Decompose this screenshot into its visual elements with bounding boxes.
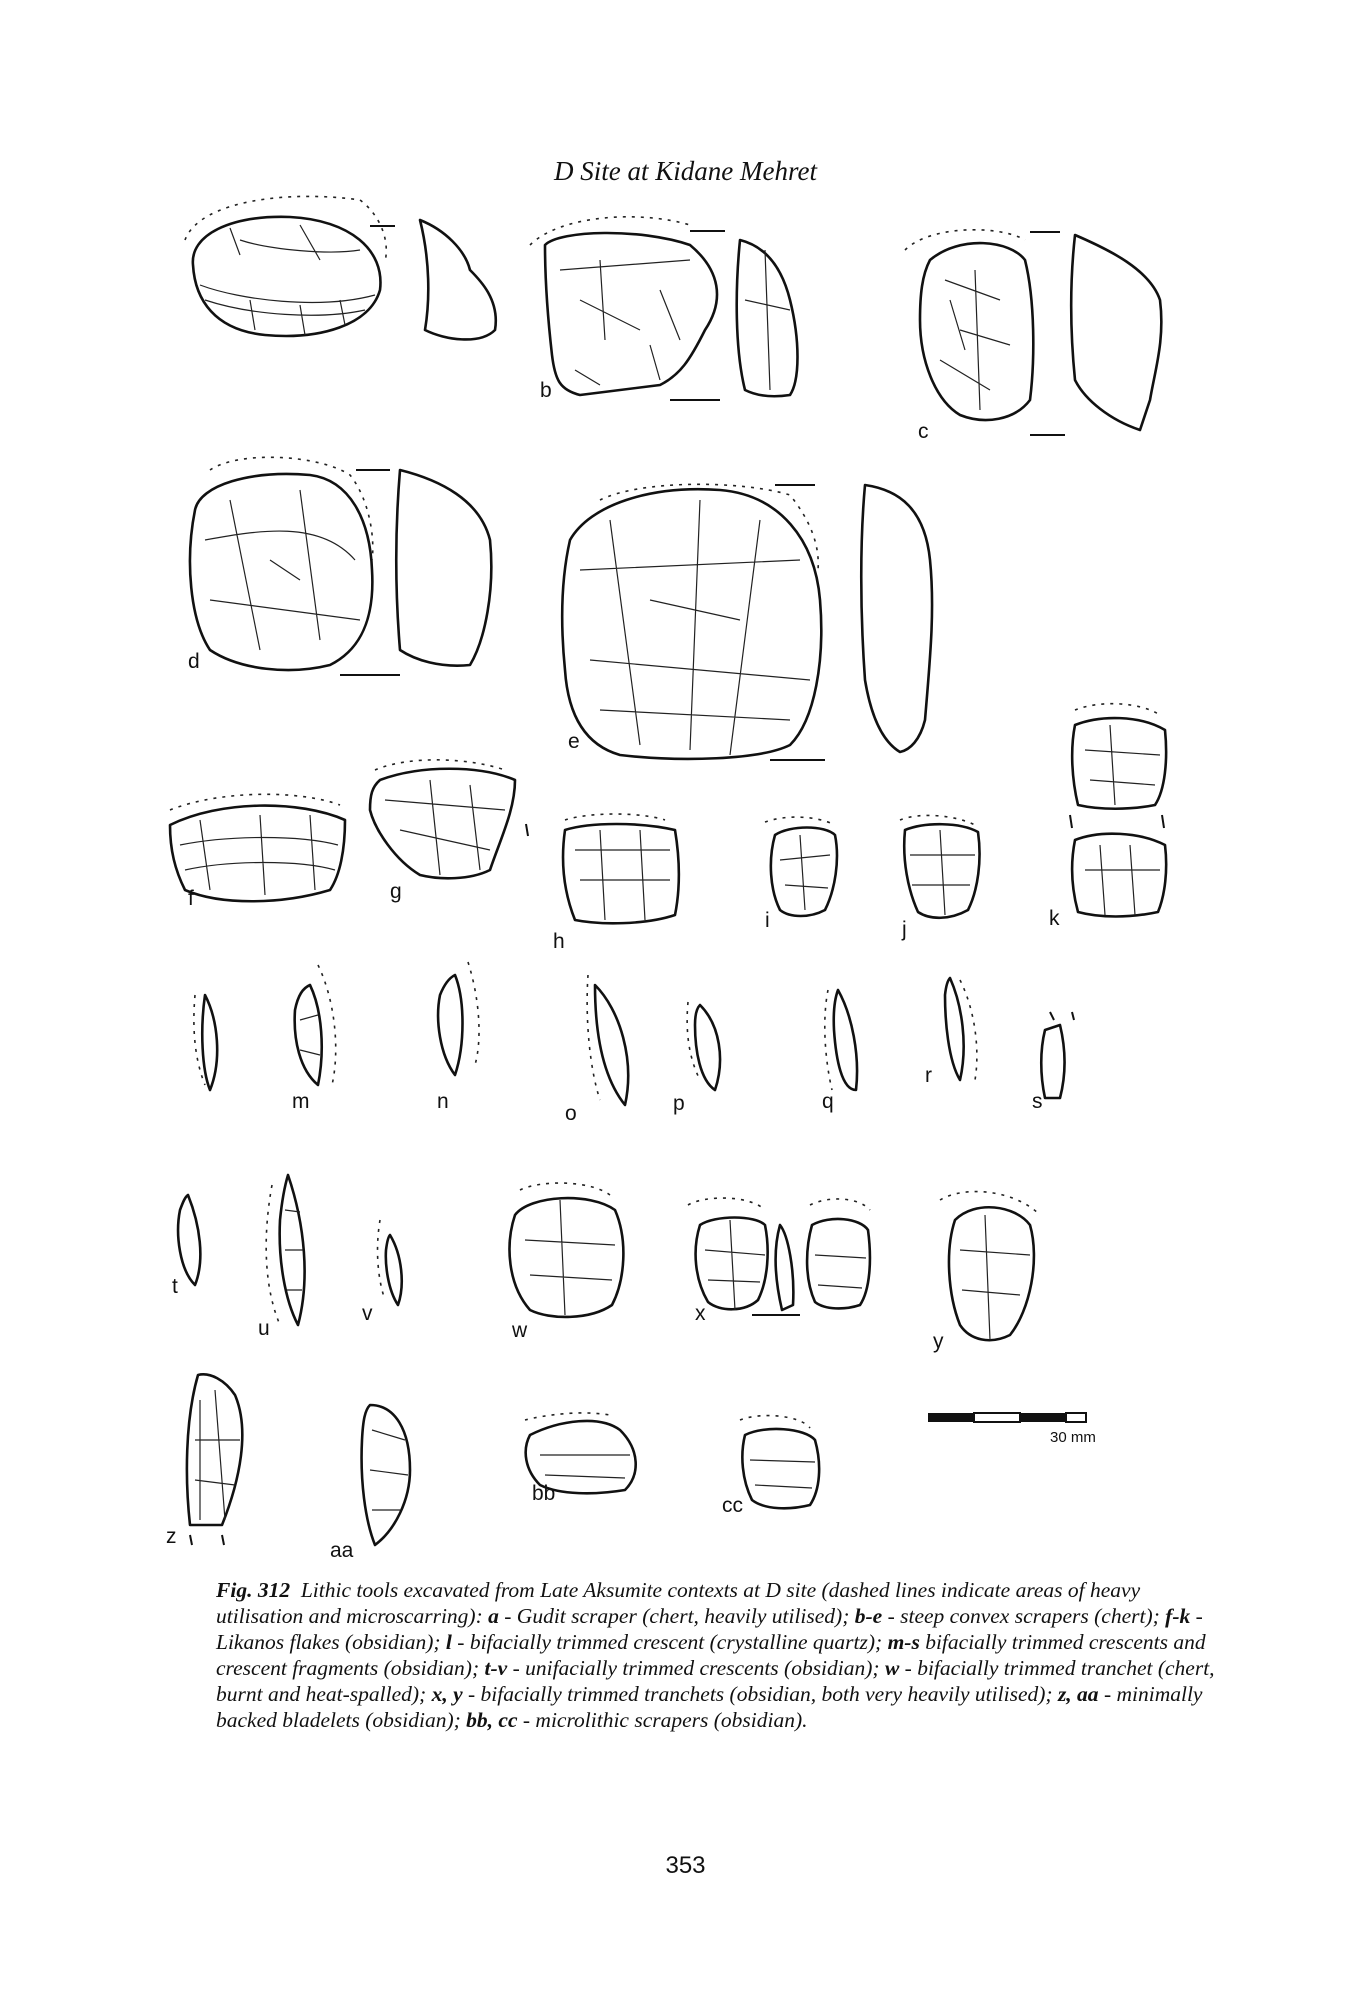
tool-y-drawing <box>940 1192 1040 1341</box>
label-s: s <box>1032 1090 1043 1113</box>
label-b: b <box>540 379 552 402</box>
label-g: g <box>390 880 402 903</box>
tool-aa-drawing <box>362 1405 410 1545</box>
caption-key: t-v <box>484 1656 508 1680</box>
caption-run: Lithic tools excavated from Late Aksumite contexts at D site (dashed lines indicate areas of heavy utilisation and microscarring): <box>216 1578 1141 1628</box>
caption-run: - minimally backed bladelets (obsidian); <box>216 1682 1203 1732</box>
label-h: h <box>553 930 565 953</box>
label-y: y <box>933 1330 944 1353</box>
tool-e-drawing <box>562 484 932 760</box>
tool-t-drawing <box>178 1195 200 1285</box>
tool-b-drawing <box>530 217 798 400</box>
figure-number: Fig. 312 <box>216 1578 291 1602</box>
label-w: w <box>512 1319 528 1342</box>
label-f: f <box>188 887 194 910</box>
caption-key: a <box>488 1604 499 1628</box>
tool-q-drawing <box>825 990 857 1090</box>
caption-key: x, y <box>431 1682 463 1706</box>
label-o: o <box>565 1102 577 1125</box>
caption-run: - bifacially trimmed crescent (crystalline quartz); <box>451 1630 888 1654</box>
label-j: j <box>902 918 907 941</box>
caption-run: - bifacially trimmed tranchets (obsidian, both very heavily utilised); <box>462 1682 1058 1706</box>
label-r: r <box>925 1064 932 1087</box>
tool-h-drawing <box>563 814 679 923</box>
caption-run: - bifacially trimmed tranchet (chert, burnt and heat-spalled); <box>216 1656 1215 1706</box>
caption-key: w <box>884 1656 900 1680</box>
tool-x-drawing <box>688 1198 870 1315</box>
tool-w-drawing <box>510 1183 624 1317</box>
tool-a-drawing <box>185 196 496 339</box>
label-c: c <box>918 420 929 443</box>
tool-c-drawing <box>905 230 1161 435</box>
tool-r-drawing <box>945 978 977 1080</box>
label-q: q <box>822 1090 834 1113</box>
label-u: u <box>258 1317 270 1340</box>
tool-s-drawing <box>1041 1012 1074 1098</box>
caption-key: z, aa <box>1057 1682 1099 1706</box>
tool-f-drawing <box>170 794 345 901</box>
label-t: t <box>172 1275 178 1298</box>
tool-p-drawing <box>687 1002 720 1090</box>
tool-d-drawing <box>190 457 491 675</box>
tool-i-drawing <box>765 817 837 916</box>
label-e: e <box>568 730 580 753</box>
tool-m-drawing <box>295 965 336 1085</box>
tool-j-drawing <box>900 815 980 917</box>
label-z: z <box>166 1525 177 1548</box>
caption-key: b-e <box>854 1604 883 1628</box>
caption-text <box>216 1578 1215 1732</box>
tool-v-drawing <box>378 1220 402 1305</box>
scale-bar-label: 30 mm <box>1050 1429 1096 1446</box>
running-head: D Site at Kidane Mehret <box>554 156 817 186</box>
label-aa: aa <box>330 1539 354 1562</box>
caption-run: bifacially trimmed crescents and crescent fragments (obsidian); <box>216 1630 1206 1680</box>
caption-run: - unifacially trimmed crescents (obsidian); <box>507 1656 885 1680</box>
label-x: x <box>695 1302 706 1325</box>
caption-key: m-s <box>887 1630 920 1654</box>
tool-g-drawing <box>370 760 528 878</box>
label-i: i <box>765 909 770 932</box>
tool-o-drawing <box>587 975 628 1105</box>
label-cc: cc <box>722 1494 743 1517</box>
caption-run: - steep convex scrapers (chert); <box>882 1604 1166 1628</box>
tool-cc-drawing <box>740 1416 819 1509</box>
tool-n-drawing <box>438 962 479 1075</box>
label-v: v <box>362 1302 373 1325</box>
caption-key: bb, cc <box>466 1708 518 1732</box>
label-d: d <box>188 650 200 673</box>
tool-k-drawing <box>1070 704 1166 917</box>
tool-u-drawing <box>266 1175 304 1325</box>
caption-key: l <box>445 1630 452 1654</box>
tool-z-drawing <box>187 1374 242 1545</box>
label-m: m <box>292 1090 310 1113</box>
figure-caption <box>216 1577 1216 1733</box>
label-bb: bb <box>532 1482 556 1505</box>
tool-l-drawing <box>194 995 217 1090</box>
page-number: 353 <box>665 1852 706 1879</box>
caption-run: - microlithic scrapers (obsidian). <box>517 1708 808 1732</box>
label-n: n <box>437 1090 449 1113</box>
label-p: p <box>673 1092 685 1115</box>
caption-run: - Likanos flakes (obsidian); <box>216 1604 1203 1654</box>
scale-bar <box>928 1413 1096 1446</box>
caption-key: f-k <box>1165 1604 1191 1628</box>
figure-labels <box>166 379 1060 1562</box>
caption-run: - Gudit scraper (chert, heavily utilised); <box>498 1604 855 1628</box>
label-k: k <box>1049 907 1060 930</box>
